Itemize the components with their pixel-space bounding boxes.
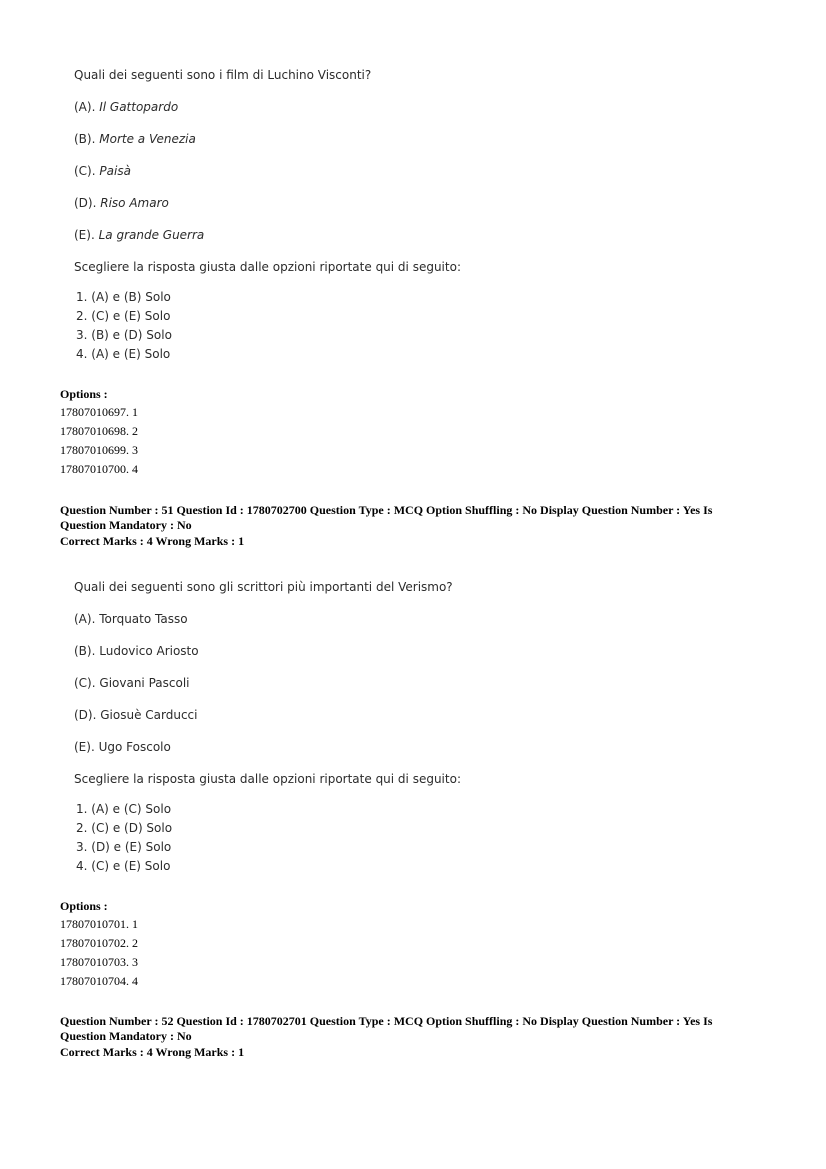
statement-label: (B). xyxy=(74,644,96,658)
marks-line: Correct Marks : 4 Wrong Marks : 1 xyxy=(60,534,245,548)
answer-choices xyxy=(74,288,774,364)
marks-line: Correct Marks : 4 Wrong Marks : 1 xyxy=(60,1045,245,1059)
answer-choice: 3. (B) e (D) Solo xyxy=(76,328,172,342)
question-meta-line: Question Number : 51 Question Id : 1780702700 Question Type : MCQ Option Shuffling : No Display Question Number : Yes Is xyxy=(60,503,713,517)
statement-text: Riso Amaro xyxy=(100,196,169,210)
statement-text: Ludovico Ariosto xyxy=(99,644,199,658)
question-block xyxy=(74,578,774,876)
statement-text: Giosuè Carducci xyxy=(100,708,198,722)
answer-choice: 2. (C) e (D) Solo xyxy=(76,821,173,835)
option-item: 17807010702. 2 xyxy=(60,936,138,950)
question-meta xyxy=(60,503,760,549)
answer-choice: 4. (C) e (E) Solo xyxy=(76,859,171,873)
statement-e xyxy=(74,226,774,244)
option-item: 17807010698. 2 xyxy=(60,424,138,438)
option-item: 17807010701. 1 xyxy=(60,917,138,931)
statement-d xyxy=(74,706,774,724)
answer-choice: 4. (A) e (E) Solo xyxy=(76,347,171,361)
statement-text: Torquato Tasso xyxy=(99,612,188,626)
statement-text: Ugo Foscolo xyxy=(98,740,171,754)
statement-label: (A). xyxy=(74,100,96,114)
statement-d xyxy=(74,194,774,212)
option-item: 17807010700. 4 xyxy=(60,462,138,476)
answer-instruction: Scegliere la risposta giusta dalle opzioni riportate qui di seguito: xyxy=(74,260,461,274)
statement-a xyxy=(74,98,774,116)
statement-text: Il Gattopardo xyxy=(99,100,179,114)
statement-c xyxy=(74,162,774,180)
statement-text: Morte a Venezia xyxy=(99,132,196,146)
statement-c xyxy=(74,674,774,692)
question-block xyxy=(74,66,774,364)
answer-choice: 2. (C) e (E) Solo xyxy=(76,309,171,323)
options-list xyxy=(60,385,138,479)
statement-label: (D). xyxy=(74,708,97,722)
statement-label: (D). xyxy=(74,196,97,210)
question-meta xyxy=(60,1014,760,1060)
statement-label: (E). xyxy=(74,740,95,754)
statement-e xyxy=(74,738,774,756)
answer-instruction: Scegliere la risposta giusta dalle opzioni riportate qui di seguito: xyxy=(74,772,461,786)
statement-label: (A). xyxy=(74,612,96,626)
question-text: Quali dei seguenti sono gli scrittori più importanti del Verismo? xyxy=(74,580,453,594)
options-heading: Options : xyxy=(60,899,108,913)
statement-b xyxy=(74,642,774,660)
statement-a xyxy=(74,610,774,628)
options-heading: Options : xyxy=(60,387,108,401)
answer-choices xyxy=(74,800,774,876)
option-item: 17807010704. 4 xyxy=(60,974,138,988)
question-meta-line: Question Mandatory : No xyxy=(60,1029,192,1043)
statement-label: (E). xyxy=(74,228,95,242)
question-meta-line: Question Mandatory : No xyxy=(60,518,192,532)
options-list xyxy=(60,897,138,991)
question-text: Quali dei seguenti sono i film di Luchino Visconti? xyxy=(74,68,372,82)
answer-choice: 1. (A) e (B) Solo xyxy=(76,290,171,304)
statement-text: Giovani Pascoli xyxy=(99,676,190,690)
statement-text: Paisà xyxy=(99,164,131,178)
statement-label: (C). xyxy=(74,676,96,690)
answer-choice: 3. (D) e (E) Solo xyxy=(76,840,172,854)
statement-text: La grande Guerra xyxy=(98,228,205,242)
answer-choice: 1. (A) e (C) Solo xyxy=(76,802,172,816)
option-item: 17807010703. 3 xyxy=(60,955,138,969)
statement-label: (C). xyxy=(74,164,96,178)
statement-label: (B). xyxy=(74,132,96,146)
statement-b xyxy=(74,130,774,148)
option-item: 17807010697. 1 xyxy=(60,405,138,419)
option-item: 17807010699. 3 xyxy=(60,443,138,457)
question-meta-line: Question Number : 52 Question Id : 1780702701 Question Type : MCQ Option Shuffling : No Display Question Number : Yes Is xyxy=(60,1014,713,1028)
